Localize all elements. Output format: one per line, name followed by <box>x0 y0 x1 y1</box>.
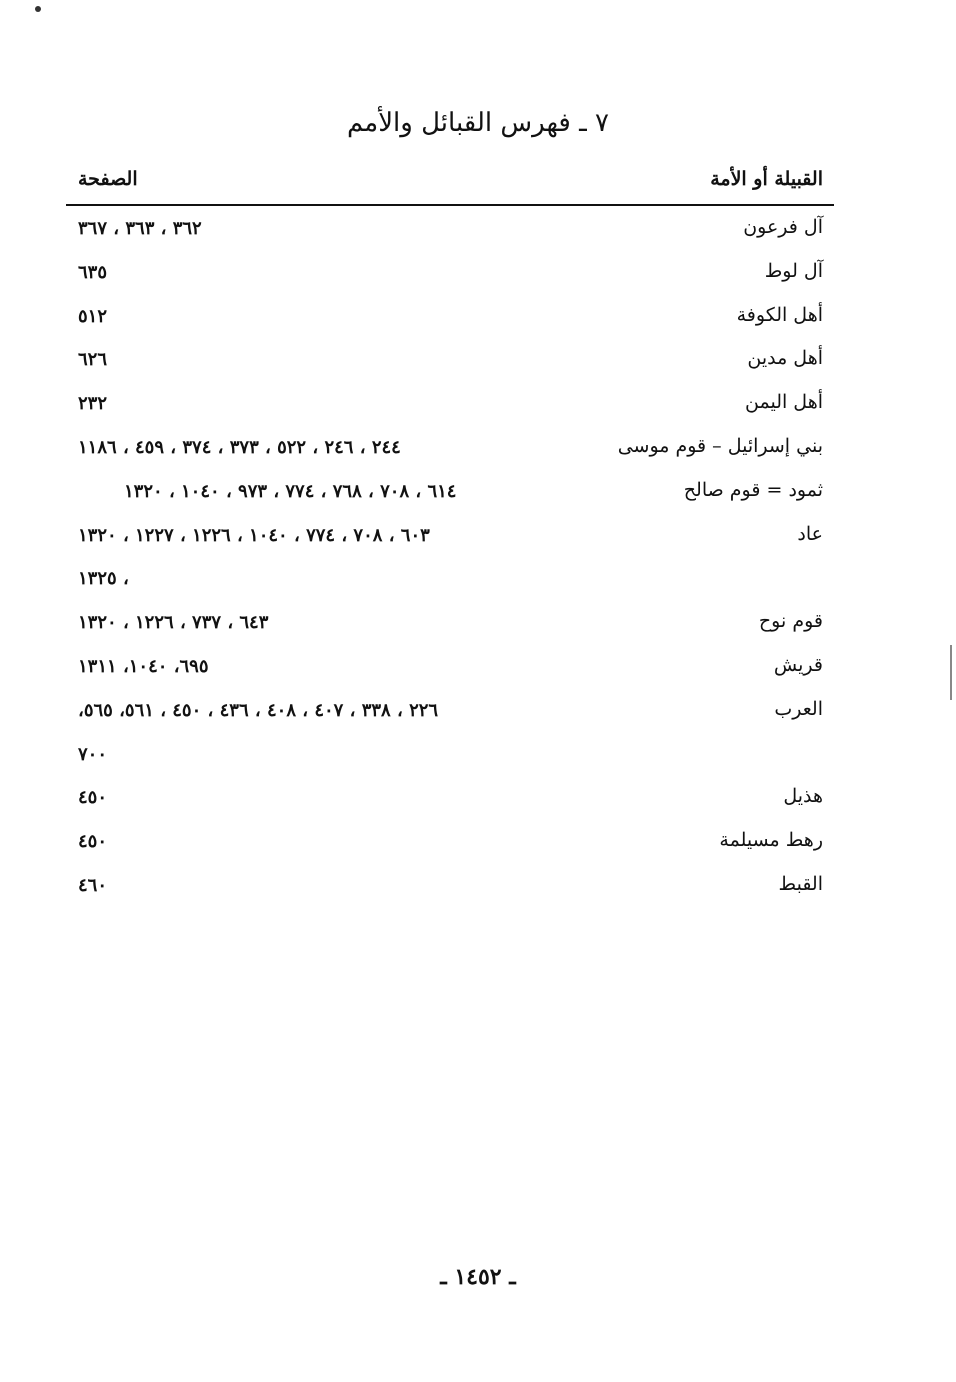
tribe-name: عاد <box>797 522 823 545</box>
index-row <box>78 258 823 302</box>
index-row <box>78 389 823 433</box>
page-refs: ٣٦٢ ، ٣٦٣ ، ٣٦٧ <box>78 218 202 239</box>
index-row <box>78 783 823 827</box>
page-refs: ٢٤٤ ، ٢٤٦ ، ٥٢٢ ، ٣٧٣ ، ٣٧٤ ، ٤٥٩ ، ١١٨٦ <box>78 436 401 458</box>
index-row <box>78 433 823 477</box>
page-refs: ٦٩٥، ١٠٤٠، ١٣١١ <box>78 655 209 677</box>
index-row <box>78 477 823 521</box>
page-refs: ٦٣٥ <box>78 261 108 283</box>
page-number: ـ ١٤٥٢ ـ <box>440 1264 516 1290</box>
page-refs: ٦٤٣ ، ٧٣٧ ، ١٢٢٦ ، ١٣٢٠ <box>78 612 269 634</box>
tribe-name: القبط <box>778 872 823 895</box>
index-row <box>78 871 823 915</box>
header-page-column: الصفحة <box>78 168 138 190</box>
index-row <box>78 827 823 871</box>
tribe-name: قوم نوح <box>758 610 823 633</box>
page-refs: ٦٠٣ ، ٧٠٨ ، ٧٧٤ ، ١٠٤٠ ، ١٢٢٦ ، ١٢٢٧ ، ١٣٢٠ <box>78 524 430 546</box>
index-row-continuation <box>78 740 823 784</box>
index-row <box>78 521 823 565</box>
index-row <box>78 302 823 346</box>
page-refs: ٤٦٠ <box>78 874 108 896</box>
tribe-name: ثمود = قوم صالح <box>683 478 823 501</box>
page-refs: ٢٢٦ ، ٣٣٨ ، ٤٠٧ ، ٤٠٨ ، ٤٣٦ ، ٤٥٠ ، ٥٦١، ٥٦٥، <box>78 699 439 721</box>
tribe-name: قريش <box>773 653 823 676</box>
page-refs: ٥١٢ <box>78 305 108 327</box>
tribe-name: بني إسرائيل – قوم موسى <box>617 434 823 457</box>
index-row <box>78 608 823 652</box>
page-refs: ٧٠٠ <box>78 743 108 765</box>
index-table <box>78 214 823 915</box>
index-row <box>78 652 823 696</box>
index-row-continuation <box>78 564 823 608</box>
page-refs: ٦١٤ ، ٧٠٨ ، ٧٦٨ ، ٧٧٤ ، ٩٧٣ ، ١٠٤٠ ، ١٣٢٠ <box>124 480 457 502</box>
index-row <box>78 214 823 258</box>
index-row <box>78 696 823 740</box>
page-title: ٧ ـ فهرس القبائل والأمم <box>347 108 609 138</box>
index-row <box>78 345 823 389</box>
page-refs: ٢٣٢ <box>78 393 108 415</box>
tribe-name: أهل مدين <box>747 347 823 370</box>
tribe-name: أهل اليمن <box>745 391 823 414</box>
header-divider <box>66 204 834 206</box>
page-refs: ٦٢٦ <box>78 349 108 371</box>
page-refs: ، ١٣٢٥ <box>78 568 129 590</box>
tribe-name: آل لوط <box>764 259 823 282</box>
header-name-column: القبيلة أو الأمة <box>710 168 823 190</box>
page-refs: ٤٥٠ <box>78 831 108 853</box>
table-header <box>78 168 823 198</box>
scan-speck <box>35 6 41 12</box>
tribe-name: هذيل <box>783 785 823 808</box>
tribe-name: أهل الكوفة <box>736 303 823 326</box>
tribe-name: رهط مسيلمة <box>719 829 823 852</box>
tribe-name: العرب <box>774 697 823 720</box>
tribe-name: آل فرعون <box>743 216 823 238</box>
scan-edge-mark <box>950 645 952 700</box>
page-refs: ٤٥٠ <box>78 787 108 809</box>
